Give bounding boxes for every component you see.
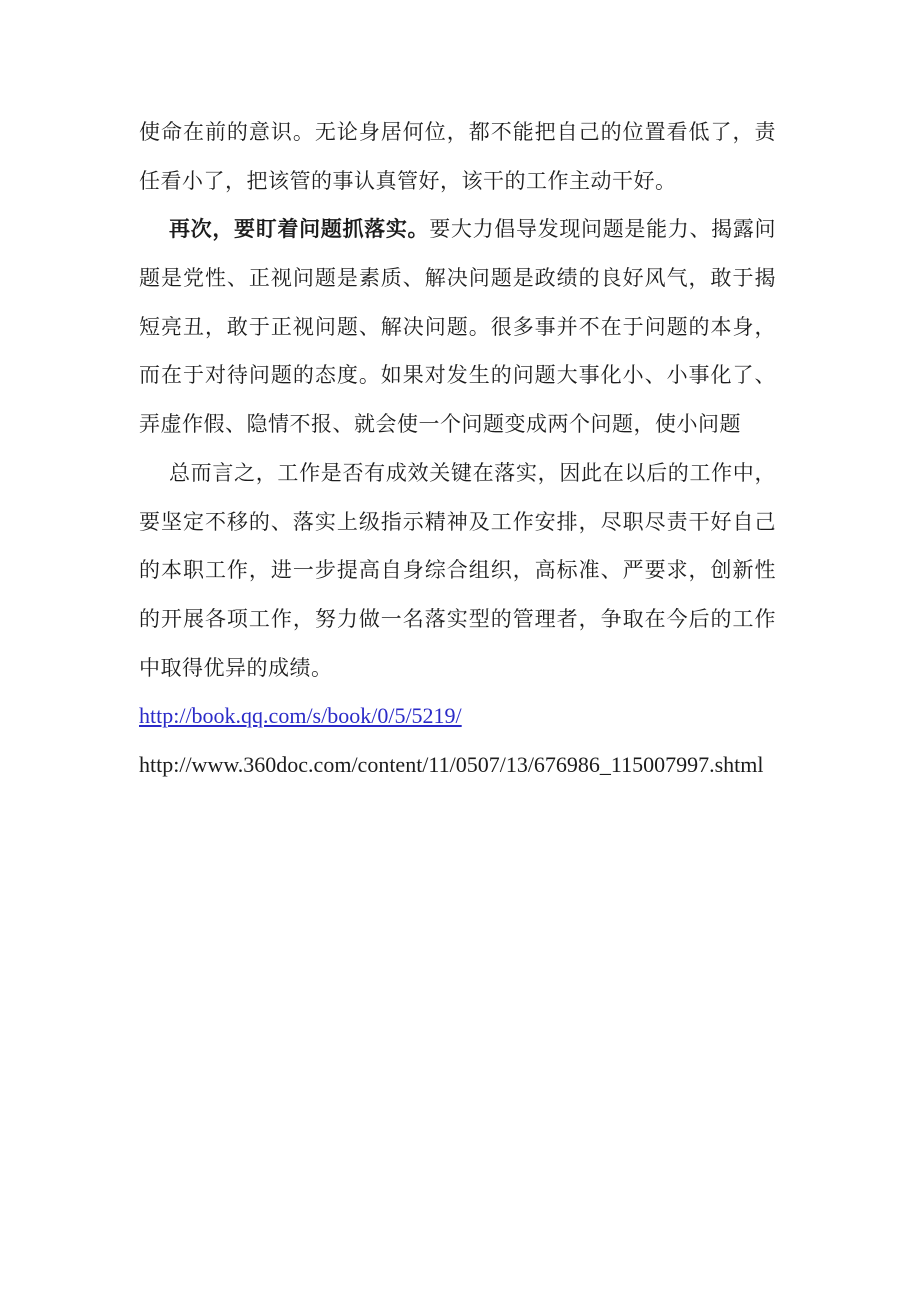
text-run: 要大力倡导发现问题是能力、揭露问 (429, 217, 777, 242)
text-line: 弄虚作假、隐情不报、就会使一个问题变成两个问题，使小问题 (139, 412, 741, 437)
text-line: 的本职工作，进一步提高自身综合组织，高标准、严要求，创新性 (139, 558, 776, 583)
text-line: 题是党性、正视问题是素质、解决问题是政绩的良好风气，敢于揭 (139, 266, 776, 291)
bold-run: 再次，要盯着问题抓落实。 (169, 217, 430, 242)
plain-url-line (139, 741, 776, 790)
text-line: 中取得优异的成绩。 (139, 655, 333, 680)
text-line: 而在于对待问题的态度。如果对发生的问题大事化小、小事化了、 (139, 363, 776, 388)
text-line-paragraph-start (139, 205, 776, 254)
text-line: 任看小了，把该管的事认真管好，该干的工作主动干好。 (139, 168, 677, 193)
text-line: 要坚定不移的、落实上级指示精神及工作安排，尽职尽责干好自己 (139, 509, 776, 534)
document-body-text (139, 108, 776, 790)
text-line: 使命在前的意识。无论身居何位，都不能把自己的位置看低了，责 (139, 120, 776, 144)
book-qq-hyperlink[interactable]: http://book.qq.com/s/book/0/5/5219/ (139, 703, 462, 729)
text-line: 短亮丑，敢于正视问题、解决问题。很多事并不在于问题的本身， (139, 314, 776, 339)
360doc-url-text: http://www.360doc.com/content/11/0507/13/676986_115007997.shtml (139, 751, 764, 777)
hyperlink-line (139, 692, 776, 741)
text-line-paragraph-start: 总而言之，工作是否有成效关键在落实，因此在以后的工作中， (169, 460, 776, 485)
text-line: 的开展各项工作，努力做一名落实型的管理者，争取在今后的工作 (139, 606, 776, 631)
